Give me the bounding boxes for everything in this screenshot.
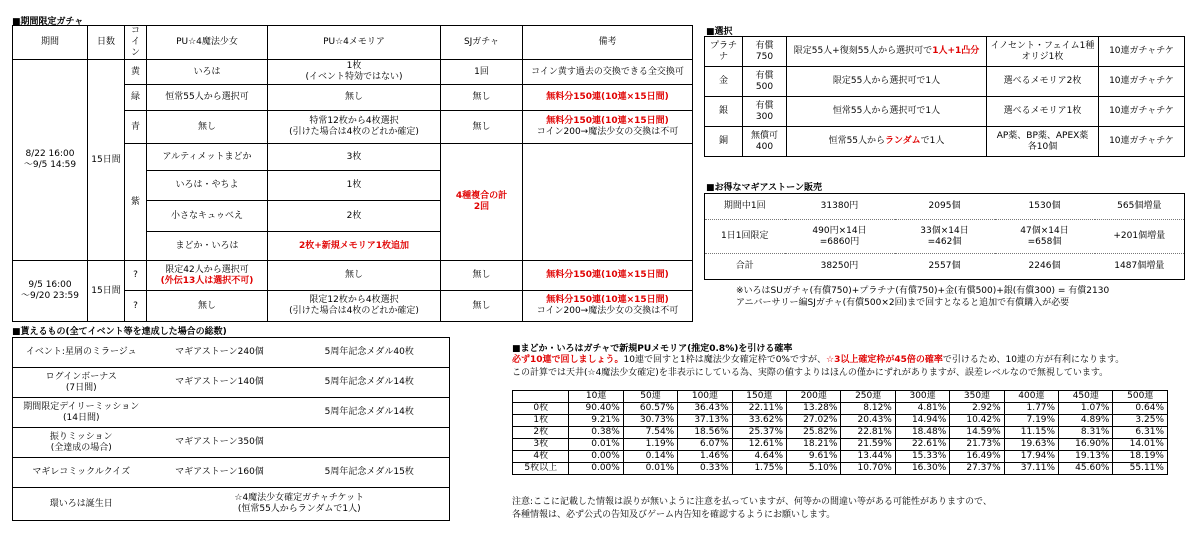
stone-cell: 47個×14日 =658個 bbox=[995, 220, 1095, 254]
probability-value: 14.59% bbox=[950, 427, 1004, 439]
row-label bbox=[513, 391, 569, 403]
probability-value: 37.13% bbox=[678, 415, 732, 427]
probability-value: 90.40% bbox=[569, 403, 623, 415]
section-title-rewards: ■貰えるもの(全てイベント等を達成した場合の総数) bbox=[12, 327, 227, 337]
coin-cell: 黄 bbox=[125, 60, 147, 85]
days-cell: 15日間 bbox=[88, 261, 125, 322]
bonus-cell: 565個増量 bbox=[1095, 194, 1185, 220]
advice-red: 必ず10連で回しましょう。 bbox=[512, 355, 624, 365]
cost-cell: 有償 750 bbox=[743, 37, 787, 67]
girl-cell: いろは bbox=[147, 60, 268, 85]
col-header: 450連 bbox=[1059, 391, 1113, 403]
gacha-cell: 10連ガチャチケ bbox=[1099, 127, 1185, 157]
probability-value: 27.02% bbox=[787, 415, 841, 427]
probability-table bbox=[512, 390, 1168, 475]
probability-value: 6.31% bbox=[1113, 427, 1168, 439]
section-title-gacha: ■期間限定ガチャ bbox=[12, 17, 84, 27]
probability-value: 5.10% bbox=[787, 463, 841, 475]
price-cell: 38250円 bbox=[785, 254, 895, 280]
bonus-cell: +201個増量 bbox=[1095, 220, 1185, 254]
probability-value: 8.12% bbox=[841, 403, 895, 415]
probability-value: 4.89% bbox=[1059, 415, 1113, 427]
probability-value: 12.61% bbox=[732, 439, 786, 451]
col-header: 100連 bbox=[678, 391, 732, 403]
source-cell: 期間限定デイリーミッション (14日間) bbox=[13, 398, 150, 428]
days-cell: 15日間 bbox=[88, 60, 125, 261]
probability-value: 30.73% bbox=[623, 415, 677, 427]
select-table bbox=[704, 36, 1185, 157]
probability-value: 20.43% bbox=[841, 415, 895, 427]
girl-cell bbox=[147, 261, 268, 291]
desc-text: 限定55人+復刻55人から選択可で bbox=[793, 46, 933, 56]
probability-value: 17.94% bbox=[1004, 451, 1058, 463]
sj-cell: 1回 bbox=[441, 60, 523, 85]
probability-value: 0.01% bbox=[623, 463, 677, 475]
source-cell: 環いろは誕生日 bbox=[13, 488, 150, 521]
probability-value: 14.01% bbox=[1113, 439, 1168, 451]
stone-cell: 2557個 bbox=[895, 254, 995, 280]
probability-value: 27.37% bbox=[950, 463, 1004, 475]
bonus-cell: 1487個増量 bbox=[1095, 254, 1185, 280]
probability-value: 15.33% bbox=[895, 451, 949, 463]
probability-value: 21.73% bbox=[950, 439, 1004, 451]
memoria-cell: 無し bbox=[268, 261, 441, 291]
reward-cell: 5周年記念メダル14枚 bbox=[290, 368, 450, 398]
probability-header-row bbox=[513, 391, 1168, 403]
stone-cell: 2095個 bbox=[895, 194, 995, 220]
col-header: PU☆4メモリア bbox=[268, 26, 441, 60]
probability-value: 60.57% bbox=[623, 403, 677, 415]
probability-value: 1.19% bbox=[623, 439, 677, 451]
memoria-cell: 1枚 (イベント特効ではない) bbox=[268, 60, 441, 85]
probability-value: 9.61% bbox=[787, 451, 841, 463]
probability-advice bbox=[512, 354, 1124, 366]
probability-value: 0.38% bbox=[569, 427, 623, 439]
label-cell: 1日1回限定 bbox=[705, 220, 785, 254]
col-header: 250連 bbox=[841, 391, 895, 403]
probability-value: 1.77% bbox=[1004, 403, 1058, 415]
probability-value: 45.60% bbox=[1059, 463, 1113, 475]
period-cell: 8/22 16:00 〜9/5 14:59 bbox=[13, 60, 88, 261]
memoria-cell: 選べるメモリア2枚 bbox=[987, 67, 1099, 97]
label-cell: 期間中1回 bbox=[705, 194, 785, 220]
col-header: 150連 bbox=[732, 391, 786, 403]
gacha-cell: 10連ガチャチケ bbox=[1099, 37, 1185, 67]
row-label: 5枚以上 bbox=[513, 463, 569, 475]
desc-cell bbox=[787, 127, 987, 157]
probability-row bbox=[513, 451, 1168, 463]
probability-value: 19.13% bbox=[1059, 451, 1113, 463]
section-title-probability: ■まどか・いろはガチャで新規PUメモリア(推定0.8%)を引ける確率 bbox=[512, 344, 793, 354]
probability-row bbox=[513, 427, 1168, 439]
memoria-cell: イノセント・フェイム1種 オリジ1枚 bbox=[987, 37, 1099, 67]
rewards-table bbox=[12, 337, 450, 521]
note-cell bbox=[523, 111, 693, 144]
coin-cell: ? bbox=[125, 261, 147, 291]
col-header: 期間 bbox=[13, 26, 88, 60]
probability-value: 1.75% bbox=[732, 463, 786, 475]
probability-value: 21.59% bbox=[841, 439, 895, 451]
probability-value: 6.07% bbox=[678, 439, 732, 451]
probability-value: 0.64% bbox=[1113, 403, 1168, 415]
col-header: 500連 bbox=[1113, 391, 1168, 403]
reward-cell: 5周年記念メダル15枚 bbox=[290, 458, 450, 488]
probability-value: 1.07% bbox=[1059, 403, 1113, 415]
probability-value: 13.28% bbox=[787, 403, 841, 415]
probability-value: 16.90% bbox=[1059, 439, 1113, 451]
probability-value: 13.44% bbox=[841, 451, 895, 463]
reward-cell: 5周年記念メダル40枚 bbox=[290, 338, 450, 368]
source-cell: 振りミッション (全達成の場合) bbox=[13, 428, 150, 458]
advice-red-2: ☆3以上確定枠が45倍の確率 bbox=[826, 355, 943, 365]
probability-value: 22.81% bbox=[841, 427, 895, 439]
note-free: 無料分150連(10連×15日間) bbox=[546, 295, 669, 305]
row-label: 0枚 bbox=[513, 403, 569, 415]
col-header: 10連 bbox=[569, 391, 623, 403]
girl-cell: 小さなキュゥべえ bbox=[147, 201, 268, 232]
probability-value: 0.33% bbox=[678, 463, 732, 475]
section-title-stone-sale: ■お得なマギアストーン販売 bbox=[706, 183, 822, 193]
grade-cell: 金 bbox=[705, 67, 743, 97]
note-cell bbox=[523, 291, 693, 322]
reward-cell: マギアストーン350個 bbox=[150, 428, 290, 458]
probability-value: 22.11% bbox=[732, 403, 786, 415]
memoria-cell: 特常12枚から4枚選択 (引けた場合は4枚のどれか確定) bbox=[268, 111, 441, 144]
label-cell: 合計 bbox=[705, 254, 785, 280]
probability-value: 0.01% bbox=[569, 439, 623, 451]
desc-cell: 限定55人から選択可で1人 bbox=[787, 67, 987, 97]
sj-cell: 無し bbox=[441, 291, 523, 322]
memoria-cell: 限定12枚から4枚選択 (引けた場合は4枚のどれか確定) bbox=[268, 291, 441, 322]
girl-cell: 無し bbox=[147, 111, 268, 144]
reward-cell: マギアストーン160個 bbox=[150, 458, 290, 488]
desc-cell: 恒常55人から選択可で1人 bbox=[787, 97, 987, 127]
probability-value: 14.94% bbox=[895, 415, 949, 427]
memoria-cell: 2枚+新規メモリア1枚追加 bbox=[268, 232, 441, 261]
probability-value: 2.92% bbox=[950, 403, 1004, 415]
source-cell: イベント:星屑のミラージュ bbox=[13, 338, 150, 368]
probability-value: 22.61% bbox=[895, 439, 949, 451]
memoria-cell: 3枚 bbox=[268, 144, 441, 171]
girl-cell: いろは・やちよ bbox=[147, 171, 268, 201]
col-header: 日数 bbox=[88, 26, 125, 60]
col-header: 350連 bbox=[950, 391, 1004, 403]
probability-row bbox=[513, 463, 1168, 475]
col-header: SJガチャ bbox=[441, 26, 523, 60]
col-header: 50連 bbox=[623, 391, 677, 403]
probability-value: 1.46% bbox=[678, 451, 732, 463]
gacha-cell: 10連ガチャチケ bbox=[1099, 97, 1185, 127]
sj-cell: 無し bbox=[441, 261, 523, 291]
probability-value: 10.70% bbox=[841, 463, 895, 475]
memoria-cell: AP薬、BP薬、APEX薬 各10個 bbox=[987, 127, 1099, 157]
stone-sale-table bbox=[704, 193, 1185, 280]
col-header: 400連 bbox=[1004, 391, 1058, 403]
reward-cell: 5周年記念メダル14枚 bbox=[290, 398, 450, 428]
note-sub: コイン200→魔法少女の交換は不可 bbox=[536, 127, 679, 137]
desc-cell bbox=[787, 37, 987, 67]
grade-cell: 銀 bbox=[705, 97, 743, 127]
source-cell: マギレコミックルクイズ bbox=[13, 458, 150, 488]
probability-value: 10.42% bbox=[950, 415, 1004, 427]
grade-cell: 銅 bbox=[705, 127, 743, 157]
cost-cell: 無償可 400 bbox=[743, 127, 787, 157]
sj-cell: 4種複合の計 2回 bbox=[441, 144, 523, 261]
cost-cell: 有償 300 bbox=[743, 97, 787, 127]
advice-tail: で引けるため、10連の方が有利になります。 bbox=[942, 355, 1125, 365]
probability-value: 0.14% bbox=[623, 451, 677, 463]
probability-row bbox=[513, 415, 1168, 427]
note-sub: コイン200→魔法少女の交換は不可 bbox=[536, 306, 679, 316]
row-label: 3枚 bbox=[513, 439, 569, 451]
probability-value: 18.48% bbox=[895, 427, 949, 439]
probability-row bbox=[513, 403, 1168, 415]
col-header: コイン bbox=[125, 26, 147, 60]
probability-value: 18.19% bbox=[1113, 451, 1168, 463]
probability-value: 4.64% bbox=[732, 451, 786, 463]
probability-value: 8.31% bbox=[1059, 427, 1113, 439]
section-title-select: ■選択 bbox=[706, 27, 733, 37]
period-cell: 9/5 16:00 〜9/20 23:59 bbox=[13, 261, 88, 322]
source-cell: ログインボーナス (7日間) bbox=[13, 368, 150, 398]
probability-value: 16.49% bbox=[950, 451, 1004, 463]
probability-value: 16.30% bbox=[895, 463, 949, 475]
footer-note-1: 注意:ここに記載した情報は誤りが無いように注意を払っていますが、何等かの間違い等がある可能性がありますので、 bbox=[512, 497, 992, 507]
desc-red: 1人+1凸分 bbox=[932, 46, 980, 56]
reward-cell bbox=[150, 398, 290, 428]
desc-text: 恒常55人から bbox=[828, 136, 886, 146]
reward-cell bbox=[290, 428, 450, 458]
stone-cell: 2246個 bbox=[995, 254, 1095, 280]
girl-cell: 無し bbox=[147, 291, 268, 322]
girl-cell: アルティメットまどか bbox=[147, 144, 268, 171]
col-header: 200連 bbox=[787, 391, 841, 403]
note-cell: 無料分150連(10連×15日間) bbox=[523, 261, 693, 291]
gacha-table bbox=[12, 25, 693, 322]
stone-note-1: ※いろはSUガチャ(有償750)+プラチナ(有償750)+金(有償500)+銀(有償300) = 有償2130 bbox=[736, 286, 1110, 296]
col-header: 備考 bbox=[523, 26, 693, 60]
coin-cell: 青 bbox=[125, 111, 147, 144]
probability-value: 18.21% bbox=[787, 439, 841, 451]
stone-note-2: アニバーサリー編SJガチャ(有償500×2回)まで回すとなると追加で有償購入が必要 bbox=[736, 298, 1070, 308]
probability-value: 37.11% bbox=[1004, 463, 1058, 475]
footer-note-2: 各種情報は、必ず公式の告知及びゲーム内告知を確認するようにお願いします。 bbox=[512, 510, 836, 520]
desc-tail: で1人 bbox=[920, 136, 945, 146]
note-cell: コイン黄す過去の交換できる全交換可 bbox=[523, 60, 693, 85]
sj-cell: 無し bbox=[441, 111, 523, 144]
desc-red: ランダム bbox=[885, 136, 921, 146]
memoria-cell: 選べるメモリア1枚 bbox=[987, 97, 1099, 127]
coin-cell: 紫 bbox=[125, 144, 147, 261]
note-free: 無料分150連(10連×15日間) bbox=[546, 116, 669, 126]
girl-main: 限定42人から選択可 bbox=[165, 264, 249, 275]
probability-value: 25.82% bbox=[787, 427, 841, 439]
price-cell: 31380円 bbox=[785, 194, 895, 220]
girl-cell: 恒常55人から選択可 bbox=[147, 85, 268, 111]
gacha-cell: 10連ガチャチケ bbox=[1099, 67, 1185, 97]
memoria-cell: 1枚 bbox=[268, 171, 441, 201]
probability-value: 9.21% bbox=[569, 415, 623, 427]
memoria-cell: 無し bbox=[268, 85, 441, 111]
advice-text: 10連で回すと1枠は魔法少女確定枠で0%ですが、 bbox=[623, 355, 826, 365]
grade-cell: プラチナ bbox=[705, 37, 743, 67]
probability-caveat: この計算では天井(☆4魔法少女確定)を非表示にしている為、実際の値すよりはほんの僅かにずれがありますが、誤差レベルなので無視しています。 bbox=[512, 368, 1109, 378]
probability-value: 4.81% bbox=[895, 403, 949, 415]
stone-cell: 33個×14日 =462個 bbox=[895, 220, 995, 254]
col-header: 300連 bbox=[895, 391, 949, 403]
col-header: PU☆4魔法少女 bbox=[147, 26, 268, 60]
probability-value: 18.56% bbox=[678, 427, 732, 439]
note-cell bbox=[523, 144, 693, 261]
probability-value: 0.00% bbox=[569, 451, 623, 463]
coin-cell: ? bbox=[125, 291, 147, 322]
sj-cell: 無し bbox=[441, 85, 523, 111]
reward-cell: ☆4魔法少女確定ガチャチケット (恒常55人からランダムで1人) bbox=[150, 488, 450, 521]
probability-value: 19.63% bbox=[1004, 439, 1058, 451]
probability-value: 0.00% bbox=[569, 463, 623, 475]
reward-cell: マギアストーン140個 bbox=[150, 368, 290, 398]
reward-cell: マギアストーン240個 bbox=[150, 338, 290, 368]
probability-value: 36.43% bbox=[678, 403, 732, 415]
price-cell: 490円×14日 =6860円 bbox=[785, 220, 895, 254]
probability-value: 3.25% bbox=[1113, 415, 1168, 427]
note-cell: 無料分150連(10連×15日間) bbox=[523, 85, 693, 111]
memoria-cell: 2枚 bbox=[268, 201, 441, 232]
probability-value: 55.11% bbox=[1113, 463, 1168, 475]
coin-cell: 緑 bbox=[125, 85, 147, 111]
girl-exclusion: (外伝13人は選択不可) bbox=[160, 275, 254, 286]
probability-row bbox=[513, 439, 1168, 451]
cost-cell: 有償 500 bbox=[743, 67, 787, 97]
row-label: 2枚 bbox=[513, 427, 569, 439]
probability-value: 25.37% bbox=[732, 427, 786, 439]
probability-value: 7.19% bbox=[1004, 415, 1058, 427]
probability-value: 7.54% bbox=[623, 427, 677, 439]
row-label: 4枚 bbox=[513, 451, 569, 463]
stone-cell: 1530個 bbox=[995, 194, 1095, 220]
girl-cell: まどか・いろは bbox=[147, 232, 268, 261]
probability-value: 11.15% bbox=[1004, 427, 1058, 439]
row-label: 1枚 bbox=[513, 415, 569, 427]
probability-value: 33.62% bbox=[732, 415, 786, 427]
